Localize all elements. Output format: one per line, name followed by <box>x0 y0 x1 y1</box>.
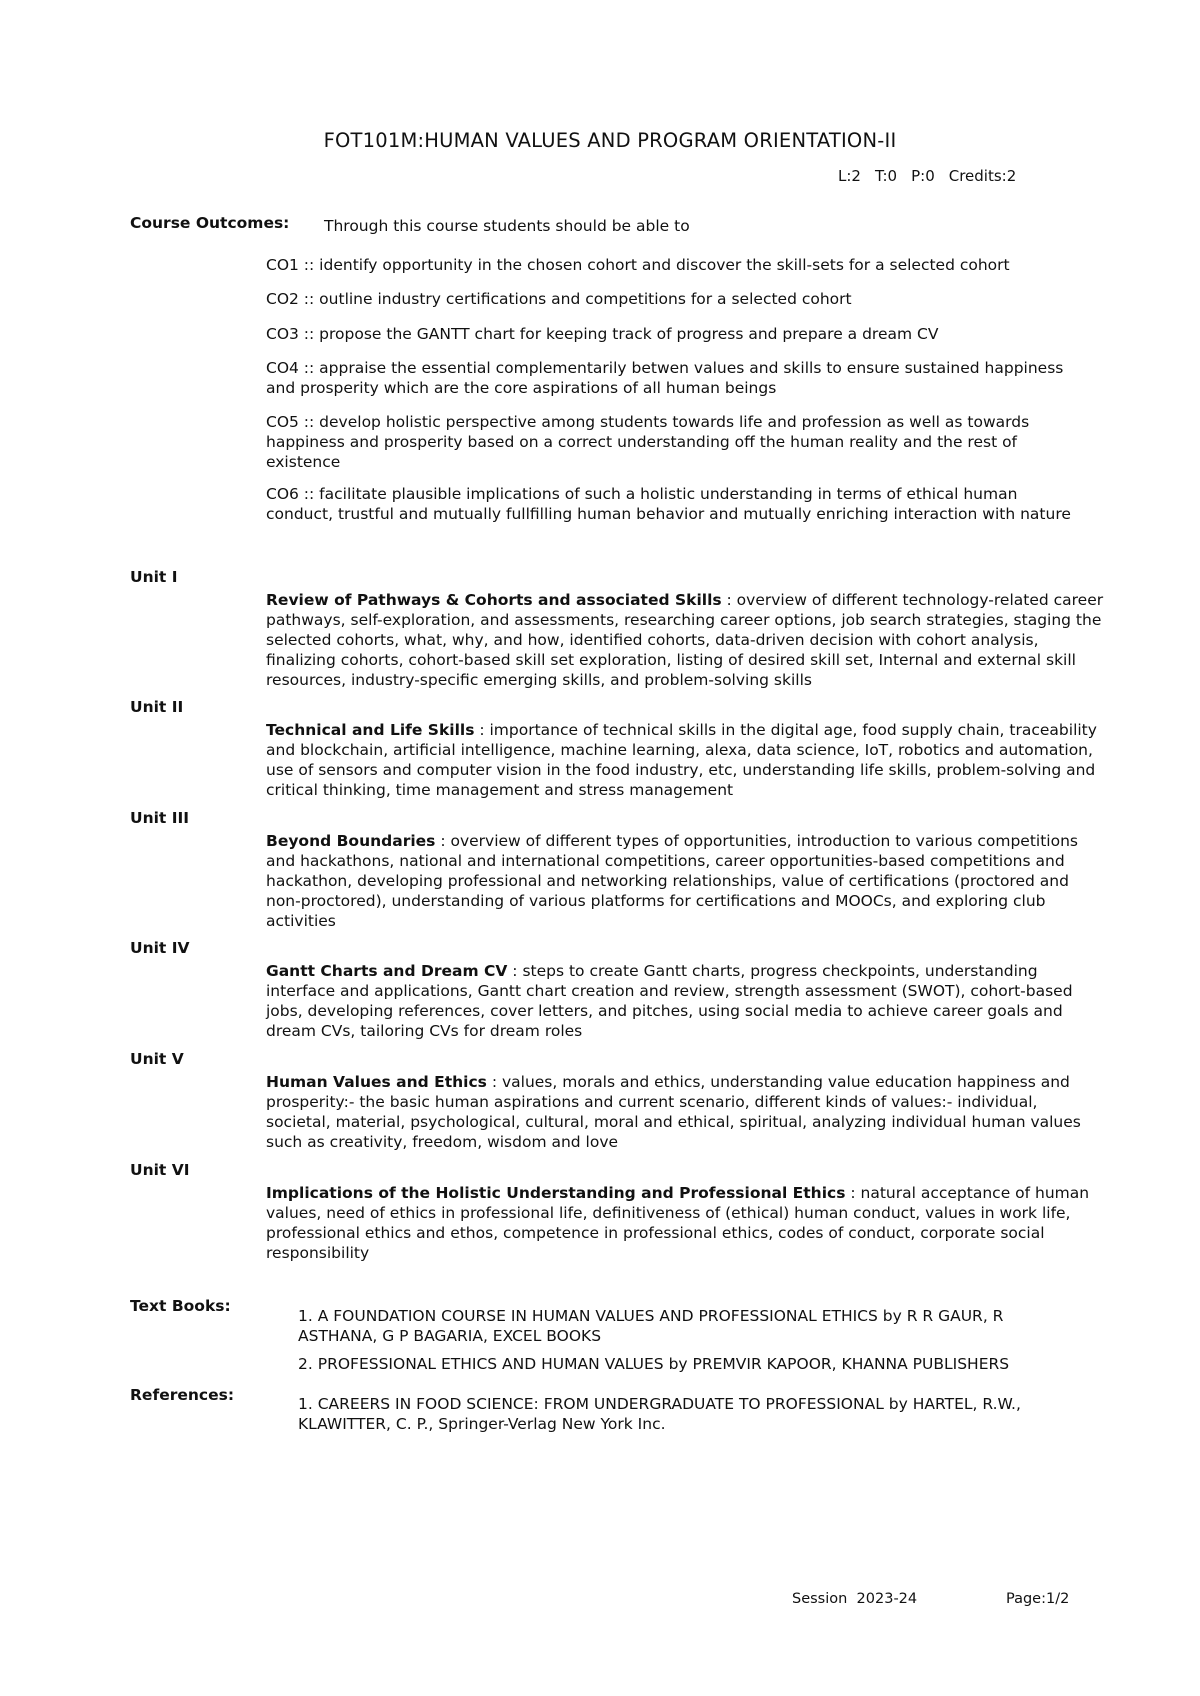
tutorial-hours: T:0 <box>874 167 898 185</box>
course-outcome-2: CO2 :: outline industry certifications and competitions for a selected cohort <box>266 290 852 308</box>
session-info: Session 2023-24 <box>792 1591 918 1607</box>
unit-4-heading: Gantt Charts and Dream CV <box>266 962 508 980</box>
credits-count: Credits:2 <box>948 167 1017 185</box>
unit-4-label: Unit IV <box>130 939 190 957</box>
unit-1-label: Unit I <box>130 568 178 586</box>
unit-1-text: : overview of different technology-related career pathways, self-exploration, and assessments, researching career options, job search strategies, staging the selected cohorts, what, why, and how, identified cohorts, data-driven decision with cohort analysis, finalizing cohorts, cohort-based skill set exploration, listing of desired skill set, Internal and external skill resources, industry-specific emerging skills, and problem-solving skills <box>266 591 1104 689</box>
credits-line <box>838 167 1016 185</box>
unit-1-body <box>266 590 1106 690</box>
unit-5-body <box>266 1072 1106 1152</box>
reference-1: 1. CAREERS IN FOOD SCIENCE: FROM UNDERGRADUATE TO PROFESSIONAL by HARTEL, R.W., KLAWITTER, C. P., Springer-Verlag New York Inc. <box>298 1395 1021 1433</box>
course-outcome-1: CO1 :: identify opportunity in the chosen cohort and discover the skill-sets for a selected cohort <box>266 256 1010 274</box>
references-label: References: <box>130 1386 235 1404</box>
text-book-2: 2. PROFESSIONAL ETHICS AND HUMAN VALUES by PREMVIR KAPOOR, KHANNA PUBLISHERS <box>298 1355 1010 1373</box>
unit-4-text: : steps to create Gantt charts, progress checkpoints, understanding interface and applications, Gantt chart creation and review, strength assessment (SWOT), cohort-based jobs, developing references, cover letters, and pitches, using social media to achieve career goals and dream CVs, tailoring CVs for dream roles <box>266 962 1073 1040</box>
unit-6-heading: Implications of the Holistic Understanding and Professional Ethics <box>266 1184 846 1202</box>
unit-2-heading: Technical and Life Skills <box>266 721 475 739</box>
practical-hours: P:0 <box>911 167 935 185</box>
text-books-label: Text Books: <box>130 1297 231 1315</box>
unit-3-text: : overview of different types of opportunities, introduction to various competitions and hackathons, national and international competitions, career opportunities-based competitions and hackathon, developing professional and networking relationships, value of certifications (proctored and non-proctored), understanding of various platforms for certifications and MOOCs, and exploring club activities <box>266 832 1078 930</box>
course-outcome-6: CO6 :: facilitate plausible implications of such a holistic understanding in terms of ethical human conduct, trustful and mutually fullfilling human behavior and mutually enriching interaction with nature <box>266 485 1071 523</box>
unit-5-heading: Human Values and Ethics <box>266 1073 487 1091</box>
course-outcomes-label: Course Outcomes: <box>130 214 290 232</box>
course-outcomes-intro: Through this course students should be able to <box>324 217 690 235</box>
unit-6-text: : natural acceptance of human values, need of ethics in professional life, definitiveness of (ethical) human conduct, values in work life, professional ethics and ethos, competence in professional ethics, codes of conduct, corporate social responsibility <box>266 1184 1090 1262</box>
unit-2-text: : importance of technical skills in the digital age, food supply chain, traceability and blockchain, artificial intelligence, machine learning, alexa, data science, IoT, robotics and automation, use of sensors and computer vision in the food industry, etc, understanding life skills, problem-solving and critical thinking, time management and stress management <box>266 721 1097 799</box>
unit-3-heading: Beyond Boundaries <box>266 832 436 850</box>
course-outcome-3: CO3 :: propose the GANTT chart for keeping track of progress and prepare a dream CV <box>266 325 939 343</box>
page-number: Page:1/2 <box>1006 1591 1070 1607</box>
unit-2-body <box>266 720 1106 800</box>
unit-3-body <box>266 831 1106 931</box>
unit-3-label: Unit III <box>130 809 190 827</box>
unit-4-body <box>266 961 1106 1041</box>
unit-6-label: Unit VI <box>130 1161 190 1179</box>
unit-2-label: Unit II <box>130 698 184 716</box>
text-book-1: 1. A FOUNDATION COURSE IN HUMAN VALUES AND PROFESSIONAL ETHICS by R R GAUR, R ASTHANA, G P BAGARIA, EXCEL BOOKS <box>298 1307 1004 1345</box>
course-outcome-4: CO4 :: appraise the essential complementarily betwen values and skills to ensure sustained happiness and prosperity which are the core aspirations of all human beings <box>266 359 1064 397</box>
unit-5-label: Unit V <box>130 1050 184 1068</box>
unit-6-body <box>266 1183 1106 1263</box>
lecture-hours: L:2 <box>838 167 861 185</box>
unit-5-text: : values, morals and ethics, understanding value education happiness and prosperity:- the basic human aspirations and current scenario, different kinds of values:- individual, societal, material, psychological, cultural, moral and ethical, spiritual, analyzing individual human values such as creativity, freedom, wisdom and love <box>266 1073 1081 1151</box>
unit-1-heading: Review of Pathways & Cohorts and associated Skills <box>266 591 722 609</box>
course-outcome-5: CO5 :: develop holistic perspective among students towards life and profession as well as towards happiness and prosperity based on a correct understanding off the human reality and the rest of existence <box>266 413 1030 471</box>
page-title: FOT101M:HUMAN VALUES AND PROGRAM ORIENTATION-II <box>323 129 897 152</box>
